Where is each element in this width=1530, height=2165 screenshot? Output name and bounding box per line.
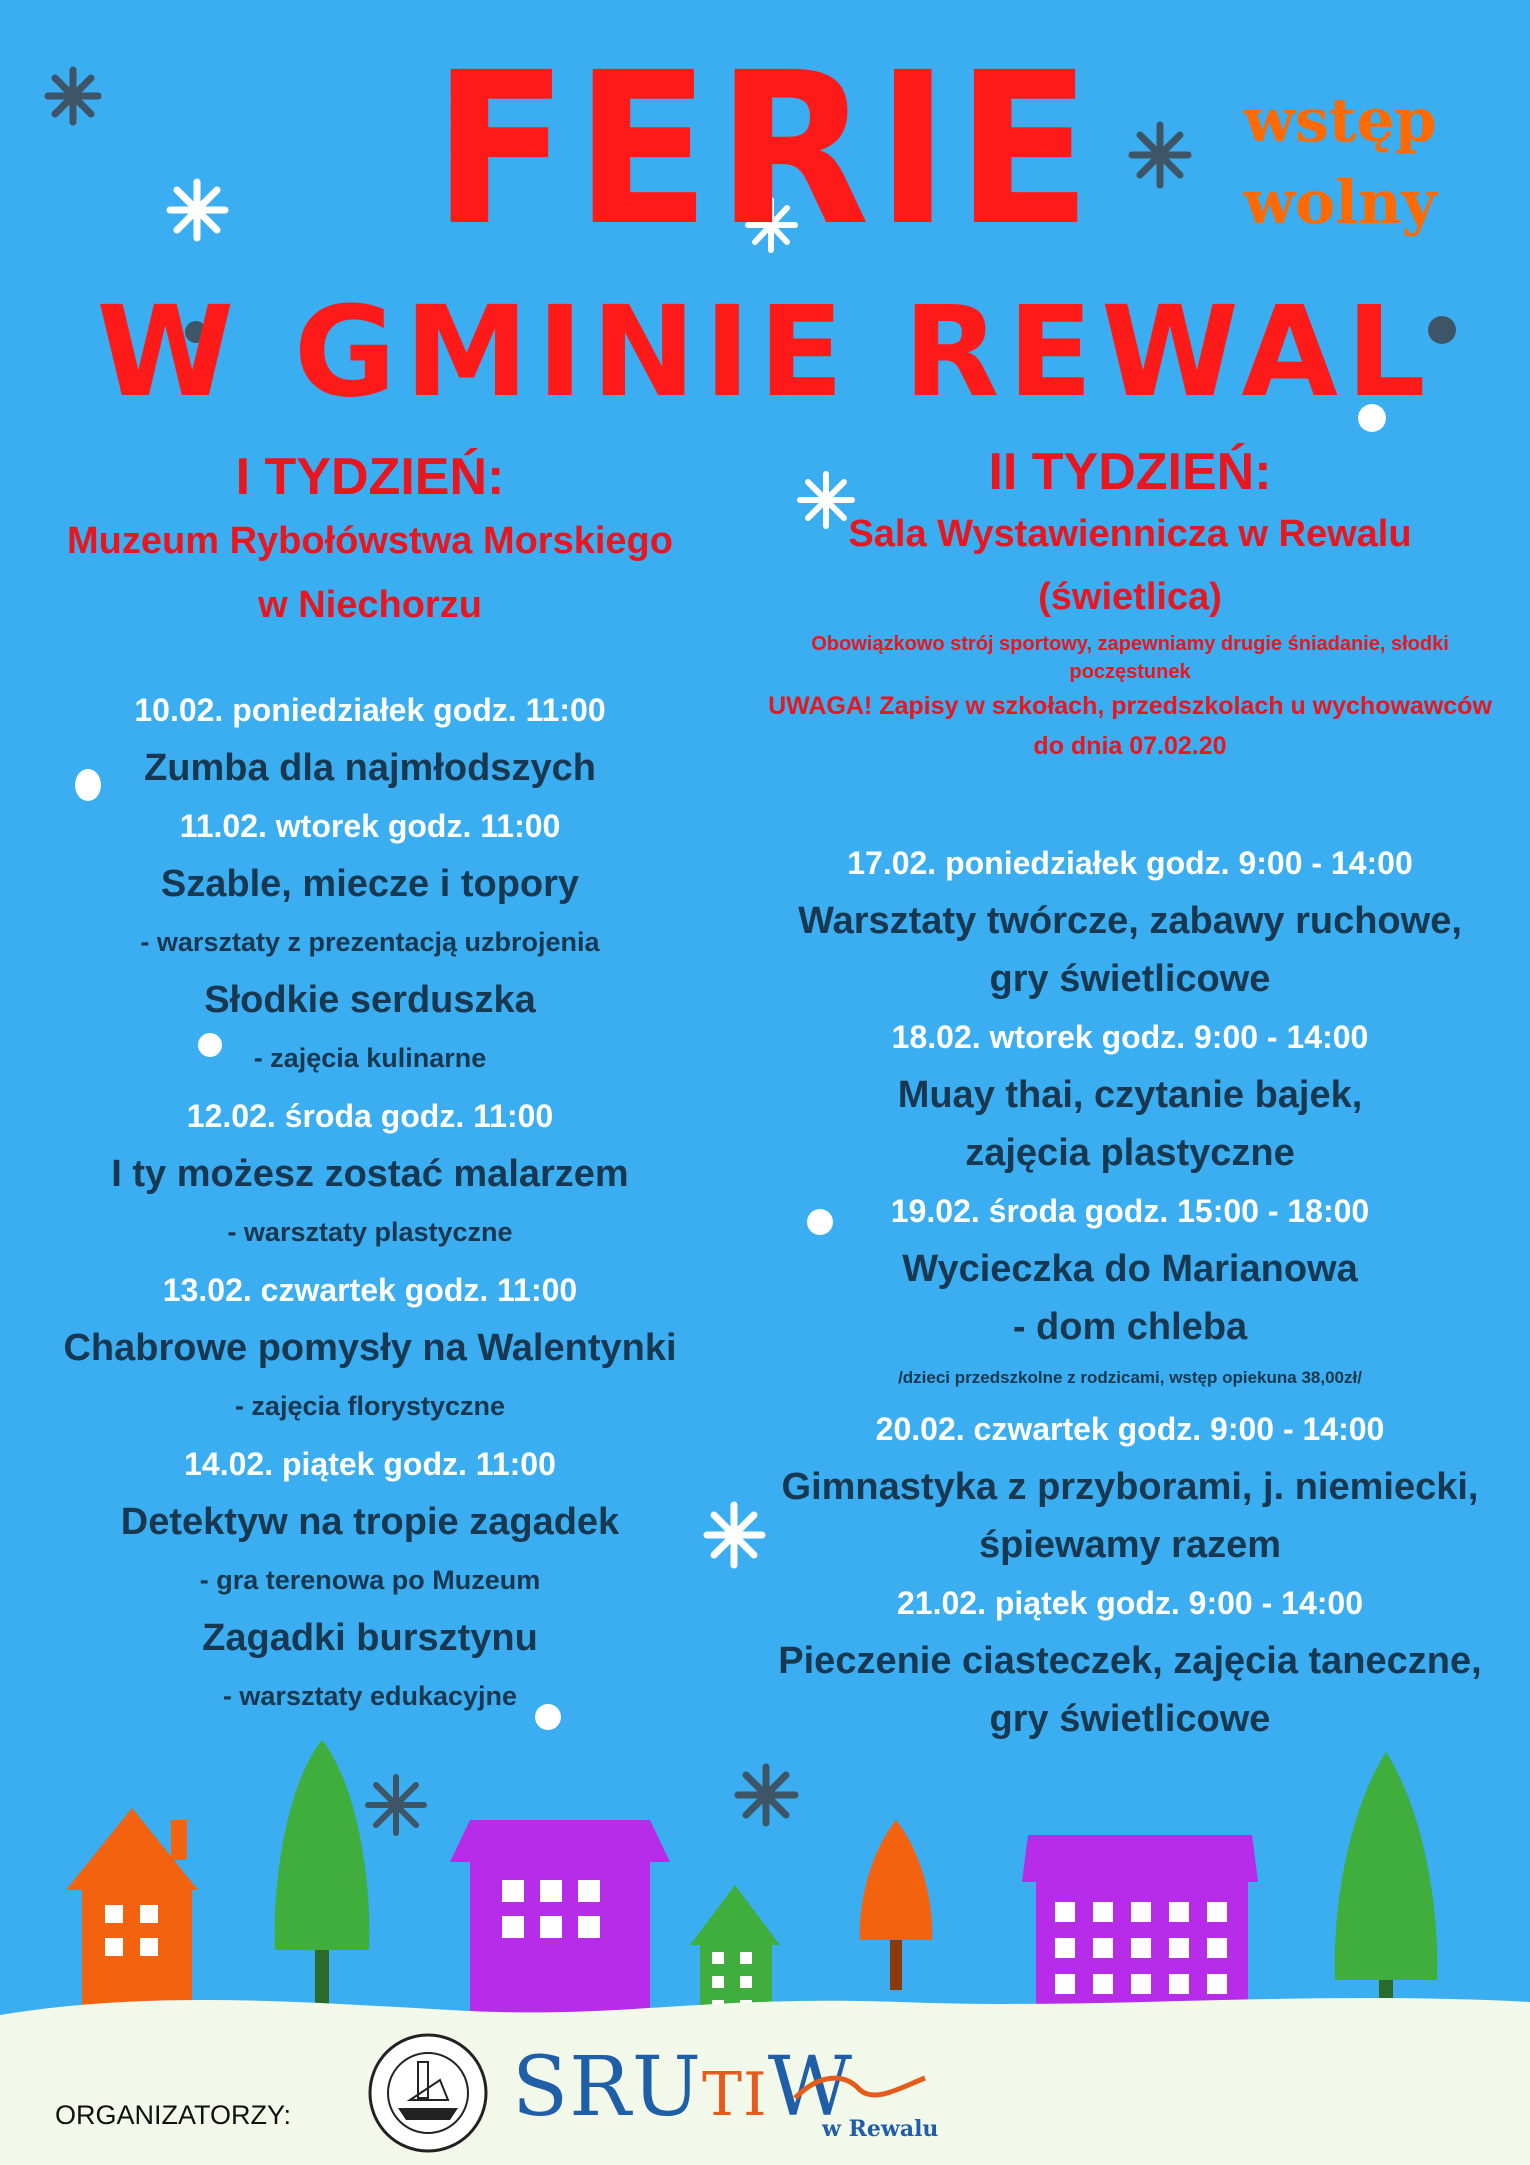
week1-venue: w Niechorzu [258,584,482,626]
schedule-activity: Detektyw na tropie zagadek [120,1501,620,1543]
schedule-activity: Szable, miecze i topory [160,863,580,905]
week2-venue: (świetlica) [1038,576,1222,618]
srutw-logo-subtitle: w Rewalu [822,2116,939,2142]
week1-venue: Muzeum Rybołówstwa Morskiego [67,520,673,562]
schedule-date: 17.02. poniedziałek godz. 9:00 - 14:00 [847,845,1413,881]
schedule-detail: /dzieci przedszkolne z rodzicami, wstęp opiekuna 38,00zł/ [898,1368,1362,1387]
week1-column [20,445,720,1725]
museum-logo-icon [370,2035,486,2151]
schedule-activity: I ty możesz zostać malarzem [111,1153,629,1195]
schedule-date: 21.02. piątek godz. 9:00 - 14:00 [897,1585,1363,1621]
schedule-activity: - dom chleba [1012,1306,1248,1348]
badge-line: wstęp [1243,86,1437,156]
schedule-date: 10.02. poniedziałek godz. 11:00 [134,692,606,728]
week2-note: do dnia 07.02.20 [1033,732,1227,760]
schedule-activity: Muay thai, czytanie bajek, [897,1074,1363,1116]
page-subtitle: W GMINIE REWAL [96,280,1434,425]
week2-note: UWAGA! Zapisy w szkołach, przedszkolach u wychowawców [768,692,1492,720]
schedule-activity: Gimnastyka z przyborami, j. niemiecki, [781,1466,1479,1508]
schedule-detail: - warsztaty edukacyjne [222,1681,518,1711]
week2-schedule [750,834,1510,1748]
schedule-activity: śpiewamy razem [978,1524,1282,1566]
srutw-logo-part: TI [702,2060,768,2130]
week1-heading: I TYDZIEŃ: [235,448,505,506]
srutw-wave-icon [790,2068,930,2108]
schedule-date: 12.02. środa godz. 11:00 [186,1098,554,1134]
schedule-date: 13.02. czwartek godz. 11:00 [162,1272,578,1308]
free-entry-badge [1210,80,1470,244]
organizers-label: ORGANIZATORZY: [55,2100,292,2130]
schedule-activity: Chabrowe pomysły na Walentynki [63,1327,677,1369]
week2-venue: Sala Wystawiennicza w Rewalu [848,513,1412,555]
schedule-detail: - zajęcia kulinarne [253,1043,487,1073]
schedule-activity: Warsztaty twórcze, zabawy ruchowe, [798,900,1462,942]
schedule-activity: gry świetlicowe [989,958,1271,1000]
week1-schedule [20,681,720,1725]
schedule-date: 18.02. wtorek godz. 9:00 - 14:00 [891,1019,1369,1055]
schedule-activity: Zagadki bursztynu [202,1617,538,1659]
schedule-date: 20.02. czwartek godz. 9:00 - 14:00 [875,1411,1385,1447]
schedule-detail: - gra terenowa po Muzeum [199,1565,541,1595]
srutw-logo-part: W [767,2040,854,2135]
week2-heading: II TYDZIEŃ: [988,443,1272,501]
schedule-detail: - zajęcia florystyczne [234,1391,506,1421]
schedule-activity: Słodkie serduszka [204,979,536,1021]
week2-note: Obowiązkowo strój sportowy, zapewniamy drugie śniadanie, słodki poczęstunek [811,633,1449,683]
schedule-activity: Zumba dla najmłodszych [144,747,596,789]
schedule-activity: gry świetlicowe [989,1698,1271,1740]
schedule-detail: - warsztaty plastyczne [227,1217,513,1247]
schedule-activity: Pieczenie ciasteczek, zajęcia taneczne, [778,1640,1482,1682]
srutw-logo-part: SRU [512,2040,703,2135]
tree-icon [860,1820,932,1990]
badge-line: wolny [1243,168,1437,238]
week2-column [750,440,1510,1748]
schedule-date: 11.02. wtorek godz. 11:00 [179,808,561,844]
schedule-date: 19.02. środa godz. 15:00 - 18:00 [890,1193,1370,1229]
schedule-activity: Wycieczka do Marianowa [902,1248,1358,1290]
schedule-activity: zajęcia plastyczne [965,1132,1295,1174]
page-title: FERIE [432,27,1098,272]
schedule-date: 14.02. piątek godz. 11:00 [184,1446,556,1482]
schedule-detail: - warsztaty z prezentacją uzbrojenia [140,927,600,957]
